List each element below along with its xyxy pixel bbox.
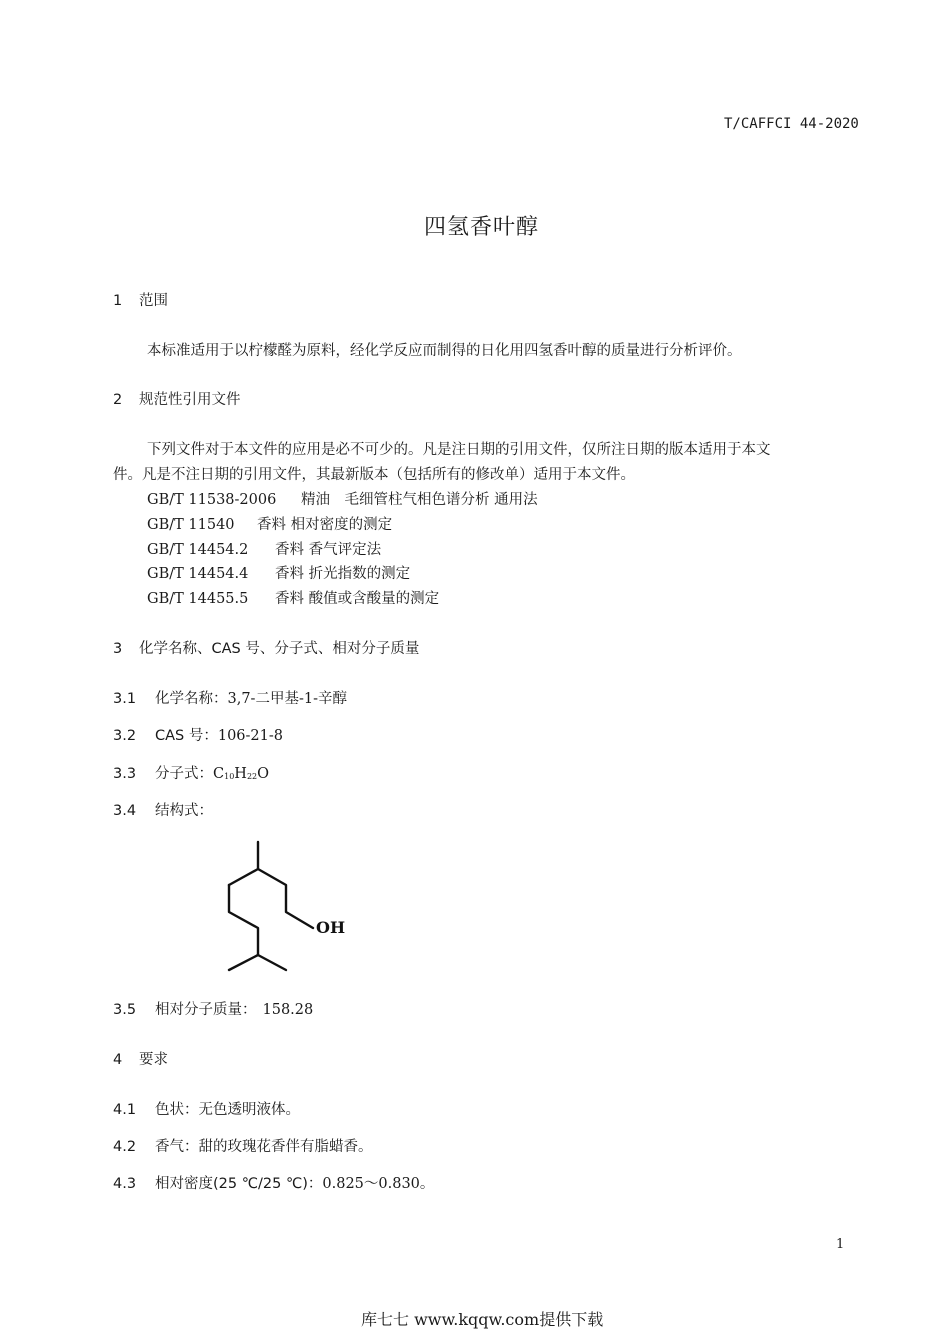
reference-item [147, 587, 439, 608]
section-number: 1 [113, 293, 123, 309]
section-number: 2 [113, 392, 123, 408]
standard-number: T/CAFFCI 44-2020 [724, 116, 859, 132]
section-2-text-line1: 下列文件对于本文件的应用是必不可少的。凡是注日期的引用文件，仅所注日期的版本适用于本文 [147, 442, 771, 458]
item-number: 4.3 [113, 1176, 137, 1192]
item-number: 3.5 [113, 1002, 137, 1018]
item-4-3 [113, 1172, 434, 1193]
item-number: 4.1 [113, 1102, 137, 1118]
reference-name: 精油 毛细管柱气相色谱分析 通用法 [301, 492, 538, 508]
reference-item [147, 513, 392, 534]
item-number: 3.3 [113, 766, 137, 782]
item-label: 相对密度(25 ℃/25 ℃)： [155, 1176, 323, 1192]
section-1-heading [113, 289, 168, 310]
item-number: 3.2 [113, 728, 137, 744]
item-label: 化学名称： [155, 691, 228, 707]
item-label: 香气： [155, 1139, 199, 1155]
item-3-5 [113, 998, 313, 1019]
section-2-heading [113, 388, 241, 409]
item-3-4 [113, 799, 213, 820]
reference-name: 香料 酸值或含酸量的测定 [275, 591, 440, 607]
reference-code: GB/T 14454.2 [147, 542, 249, 558]
item-3-3 [113, 762, 269, 783]
reference-name: 香料 相对密度的测定 [257, 517, 393, 533]
item-number: 4.2 [113, 1139, 137, 1155]
item-label: 相对分子质量： [155, 1002, 257, 1018]
section-number: 3 [113, 641, 123, 657]
molecular-formula: $C_{10}H_{22}O$ [213, 766, 270, 782]
item-value: 无色透明液体。 [198, 1102, 300, 1118]
item-label: 分子式： [155, 766, 213, 782]
section-title: 要求 [139, 1052, 168, 1068]
item-value: 158.28 [262, 1002, 314, 1018]
reference-code: GB/T 14454.4 [147, 566, 249, 582]
reference-name: 香料 香气评定法 [275, 542, 382, 558]
section-4-heading [113, 1048, 168, 1069]
section-1-text: 本标准适用于以柠檬醛为原料，经化学反应而制得的日化用四氢香叶醇的质量进行分析评价。 [147, 343, 742, 359]
item-4-2 [113, 1135, 373, 1156]
item-3-1 [113, 687, 347, 708]
reference-code: GB/T 14455.5 [147, 591, 249, 607]
section-2-text-line2: 件。凡是不注日期的引用文件，其最新版本（包括所有的修改单）适用于本文件。 [113, 467, 635, 483]
item-3-2 [113, 724, 283, 745]
structural-formula-diagram [215, 835, 365, 980]
section-title: 化学名称、CAS 号、分子式、相对分子质量 [139, 641, 420, 657]
page-title: 四氢香叶醇 [424, 215, 540, 240]
reference-item [147, 562, 410, 583]
item-label: CAS 号： [155, 728, 218, 744]
reference-code: GB/T 11538-2006 [147, 492, 277, 508]
reference-item [147, 488, 538, 509]
page-number: 1 [836, 1237, 845, 1252]
reference-code: GB/T 11540 [147, 517, 235, 533]
section-3-heading [113, 637, 419, 658]
item-label: 结构式： [155, 803, 213, 819]
item-label: 色状： [155, 1102, 199, 1118]
download-footer: 库七七 www.kqqw.com提供下载 [361, 1310, 604, 1329]
item-value: 3,7-二甲基-1-辛醇 [227, 691, 347, 707]
section-title: 范围 [139, 293, 168, 309]
reference-item [147, 538, 381, 559]
item-value: 甜的玫瑰花香伴有脂蜡香。 [198, 1139, 373, 1155]
item-number: 3.1 [113, 691, 137, 707]
item-value: 106-21-8 [217, 728, 284, 744]
reference-name: 香料 折光指数的测定 [275, 566, 411, 582]
hydroxyl-label: OH [316, 918, 346, 937]
item-number: 3.4 [113, 803, 137, 819]
section-number: 4 [113, 1052, 123, 1068]
section-title: 规范性引用文件 [139, 392, 241, 408]
item-value: 0.825～0.830。 [322, 1176, 435, 1192]
item-4-1 [113, 1098, 300, 1119]
